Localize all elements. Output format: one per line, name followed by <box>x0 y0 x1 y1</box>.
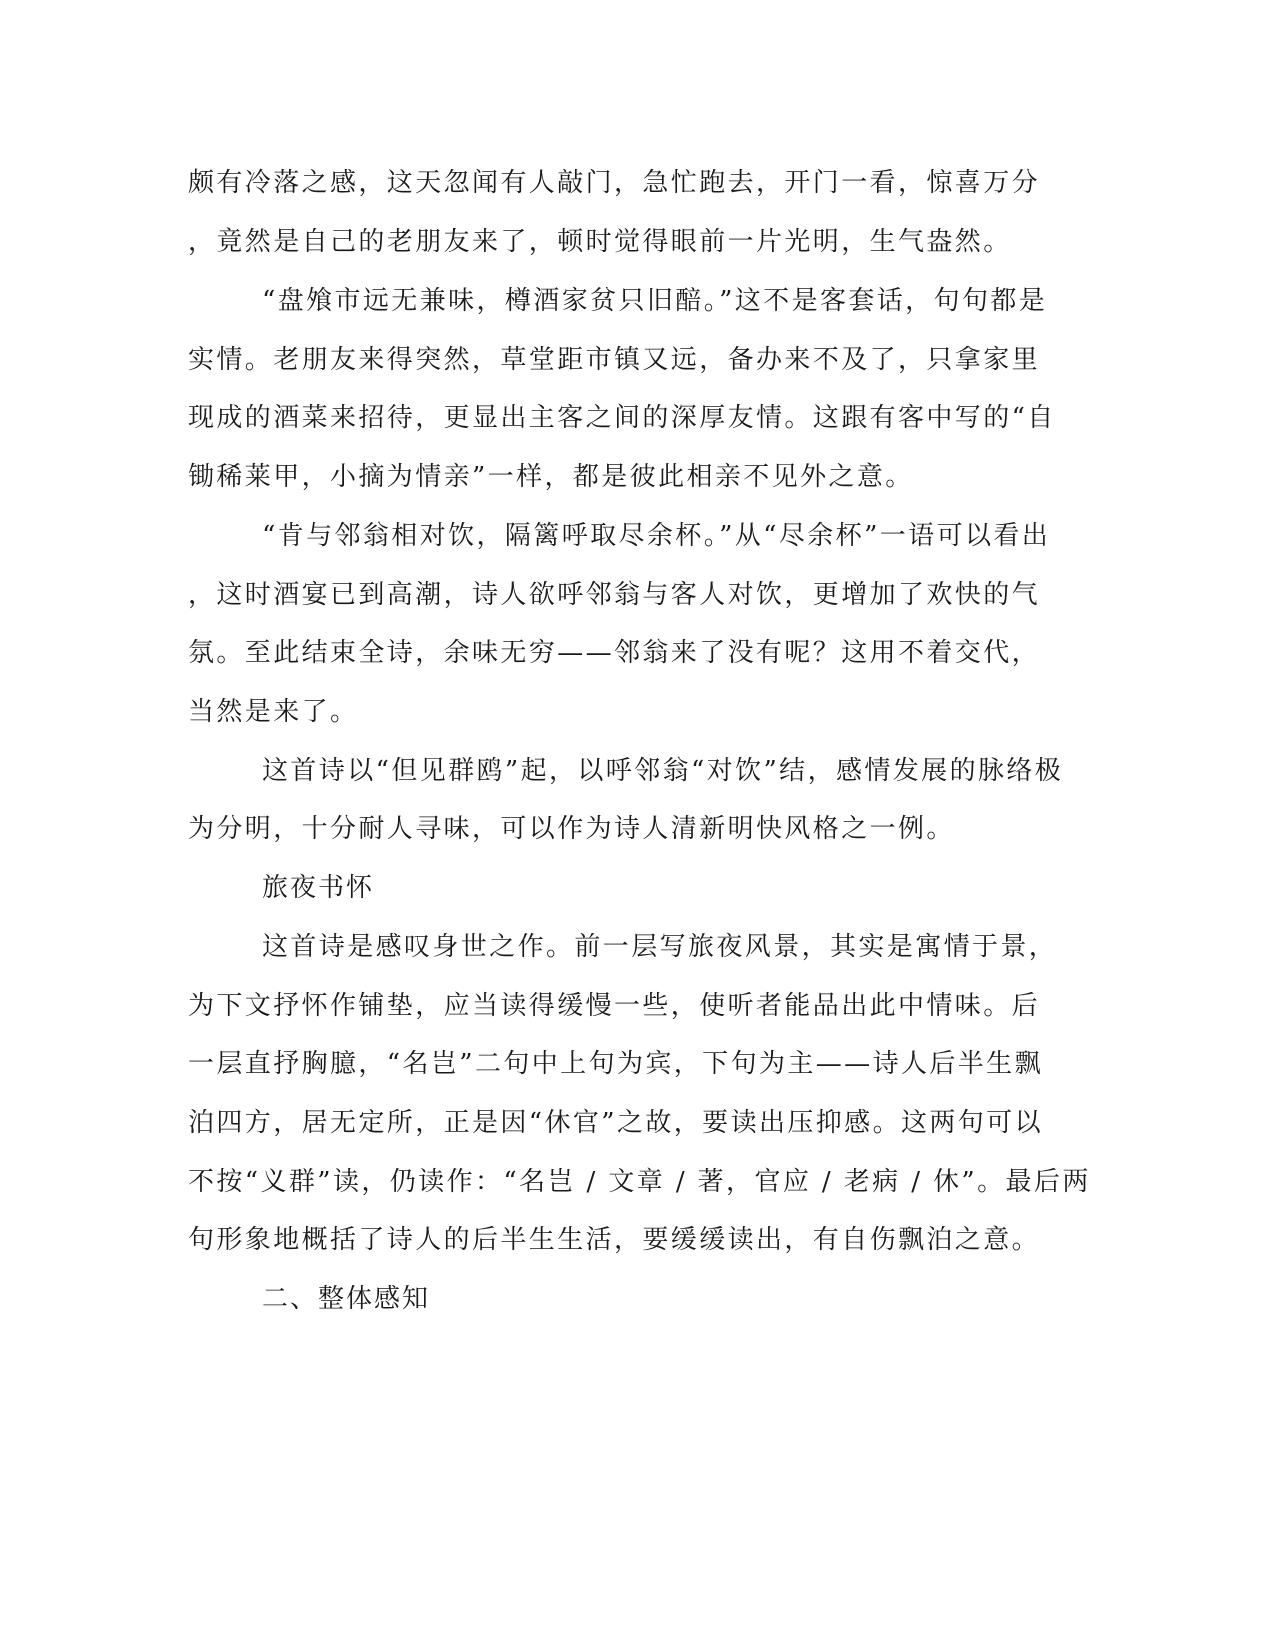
paragraph-start: 这首诗以“但见群鸥”起，以呼邻翁“对饮”结，感情发展的脉络极 <box>262 756 1064 786</box>
text-line: ，这时酒宴已到高潮，诗人欲呼邻翁与客人对饮，更增加了欢快的气 <box>188 580 1041 610</box>
text-line: 现成的酒菜来招待，更显出主客之间的深厚友情。这跟有客中写的“自 <box>188 403 1056 433</box>
text-line: 实情。老朋友来得突然，草堂距市镇又远，备办来不及了，只拿家里 <box>188 345 1041 375</box>
text-line: ，竟然是自己的老朋友来了，顿时觉得眼前一片光明，生气盎然。 <box>188 227 1012 257</box>
paragraph-start: 这首诗是感叹身世之作。前一层写旅夜风景，其实是寓情于景， <box>262 932 1058 962</box>
text-line: 一层直抒胸臆，“名岂”二句中上句为宾，下句为主——诗人后半生飘 <box>188 1049 1043 1079</box>
text-line: 不按“义群”读，仍读作：“名岂 / 文章 / 著，官应 / 老病 / 休”。最后两 <box>188 1167 1091 1197</box>
text-line: 颇有冷落之感，这天忽闻有人敲门，急忙跑去，开门一看，惊喜万分 <box>188 168 1041 198</box>
text-line: 当然是来了。 <box>188 697 359 727</box>
text-line: 为下文抒怀作铺垫，应当读得缓慢一些，使听者能品出此中情味。后 <box>188 991 1041 1021</box>
paragraph-start: “肯与邻翁相对饮，隔篱呼取尽余杯。”从“尽余杯”一语可以看出 <box>262 521 1051 551</box>
text-line: 句形象地概括了诗人的后半生生活，要缓缓读出，有自伤飘泊之意。 <box>188 1225 1041 1255</box>
text-line: 为分明，十分耐人寻味，可以作为诗人清新明快风格之一例。 <box>188 814 955 844</box>
text-line: 泊四方，居无定所，正是因“休官”之故，要读出压抑感。这两句可以 <box>188 1108 1043 1138</box>
text-line: 锄稀莱甲，小摘为情亲”一样，都是彼此相亲不见外之意。 <box>188 462 914 492</box>
text-line: 氛。至此结束全诗，余味无穷——邻翁来了没有呢？这用不着交代， <box>188 638 1041 668</box>
section-heading: 二、整体感知 <box>262 1284 431 1314</box>
paragraph-start: “盘飧市远无兼味，樽酒家贫只旧醅。”这不是客套话，句句都是 <box>262 286 1048 316</box>
poem-title: 旅夜书怀 <box>262 873 375 903</box>
